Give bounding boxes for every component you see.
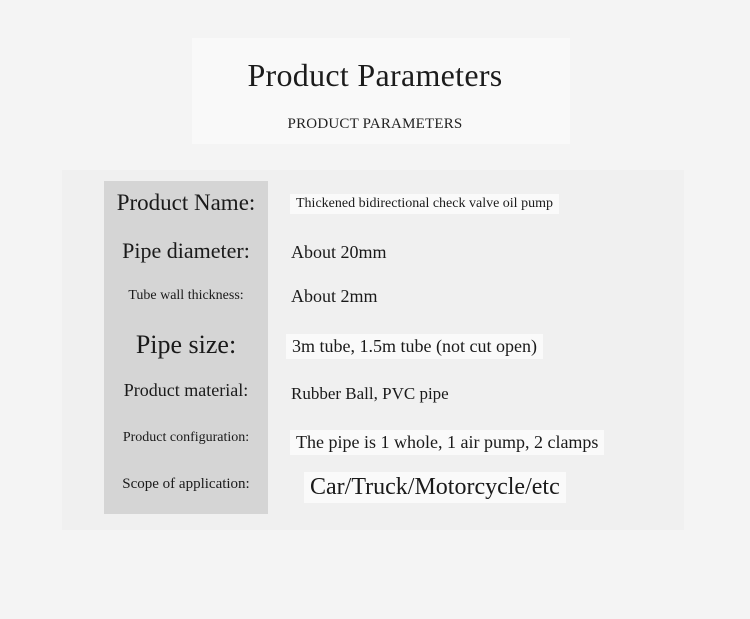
label-pipe-size: Pipe size:	[135, 330, 237, 359]
value-tube-wall-thickness: About 2mm	[291, 286, 378, 306]
page-subtitle: PRODUCT PARAMETERS	[287, 116, 463, 132]
label-product-material: Product material:	[123, 380, 249, 400]
label-scope-of-application: Scope of application:	[122, 476, 250, 492]
value-product-material: Rubber Ball, PVC pipe	[291, 384, 449, 403]
value-product-name: Thickened bidirectional check valve oil pump	[290, 194, 559, 214]
label-product-configuration: Product configuration:	[122, 430, 250, 445]
value-pipe-size: 3m tube, 1.5m tube (not cut open)	[286, 334, 543, 359]
label-tube-wall-thickness: Tube wall thickness:	[128, 288, 244, 303]
value-product-configuration: The pipe is 1 whole, 1 air pump, 2 clamps	[290, 430, 604, 455]
page-title: Product Parameters	[247, 57, 503, 93]
value-pipe-diameter: About 20mm	[291, 242, 387, 262]
value-scope-of-application: Car/Truck/Motorcycle/etc	[304, 472, 566, 503]
label-product-name: Product Name:	[116, 190, 256, 215]
label-pipe-diameter: Pipe diameter:	[122, 238, 250, 263]
